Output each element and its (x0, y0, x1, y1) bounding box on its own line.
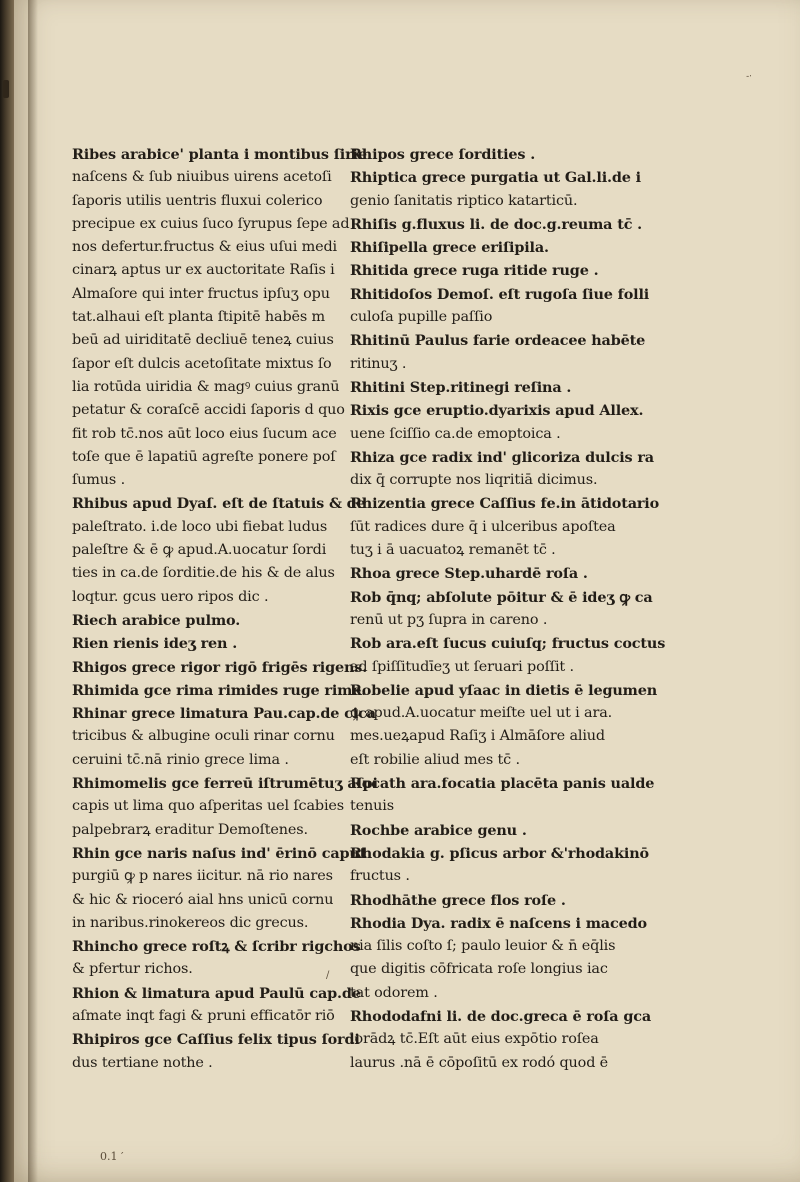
entry-text-line: nia ſilis coſto ſ; paulo leuior & n̄ eq̄lis (350, 938, 616, 955)
entry-text-line: tat.alhaui eſt planta ſtipitē habēs m (72, 309, 326, 326)
entry-text-line: genio ſanitatis riptico katarticū. (350, 192, 578, 209)
entry-text-line: culoſa pupille paſſio (350, 309, 493, 326)
entry-text-line: laurus .nā ē cōpoſitū ex rodó quod ē (350, 1054, 609, 1071)
entry-text-line: fit rob tc̄.nos aūt loco eius ſucum ace (72, 425, 337, 442)
entry-headword-line: Rhigos grece rigor rigō frigēs rigens. (72, 658, 368, 676)
entry-text-line: toſe que ē lapatiū agreſte ponere poſ (72, 448, 336, 465)
entry-text-line: loqtur. gcus uero ripos dic . (72, 588, 269, 605)
entry-headword-line: Rhododafni li. de doc.greca ē roſa gca (350, 1007, 652, 1025)
entry-text-line: que digitis cōfricata roſe longius iac (350, 961, 608, 978)
entry-text-line: uene ſciſſio ca.de emoptoica . (350, 425, 561, 442)
entry-text-line: petatur & coraſcē accidi ſaporis d quo (72, 402, 345, 419)
entry-headword-line: Rochbe arabice genu . (350, 821, 527, 839)
entry-text-line: tuʒ i ā uacuatoꝝ remanēt tc̄ . (350, 542, 556, 559)
entry-text-line: fructus . (350, 868, 410, 885)
entry-text-line: Almaſore qui inter fructus ipſuʒ opu (72, 285, 330, 302)
entry-headword-line: Rhipiros gce Caſſius felix tipus ſordi (72, 1031, 360, 1049)
entry-headword-line: Rhizentia grece Caſſius fe.in ātidotario (350, 495, 660, 513)
entry-headword-line: Rhinar grece limatura Pau.cap.de cica (72, 705, 376, 723)
entry-headword-line: Rixis gce eruptio.dyarixis apud Allex. (350, 402, 644, 420)
entry-headword-line: Rien rienis ideʒ ren . (72, 635, 238, 653)
entry-text-line: ad ſpiſſitudīeʒ ut ſeruari poſſit . (350, 658, 574, 675)
entry-headword-line: Rhiptica grece purgatia ut Gal.li.de i (350, 169, 641, 187)
entry-text-line: tat odorem . (350, 984, 438, 1001)
entry-headword-line: Rhiza gce radix ind' glicoriza dulcis ra (350, 448, 654, 466)
entry-text-line: palpebrarꝝ eraditur Demoſtenes. (72, 821, 308, 838)
entry-text-line: tricibus & albugine oculi rinar cornu (72, 728, 335, 745)
entry-text-line: & hic & rioceró aial hns unicū cornu (72, 891, 334, 908)
entry-text-line: in naribus.rinokereos dic grecus. (72, 914, 309, 931)
entry-text-line: ritinuʒ . (350, 355, 407, 372)
right-text-column (350, 143, 666, 1075)
entry-headword-line: Rhiſipella grece eriſipila. (350, 239, 549, 257)
entry-text-line: lia rotūda uiridia & magꝰ cuius granū (72, 378, 340, 395)
entry-text-line: ſumus . (72, 472, 125, 489)
entry-text-line: renū ut pʒ ſupra in careno . (350, 611, 548, 628)
entry-text-line: ſaporis utilis uentris fluxui colerico (72, 192, 323, 209)
page-curl-shadow (28, 0, 38, 1182)
entry-headword-line: Rob q̄nq; abſolute pōitur & ē ideʒ ꝙ ca (350, 588, 653, 606)
entry-text-line: lorādꝝ tc̄.Eſt aūt eius expōtio roſea (350, 1031, 599, 1048)
entry-text-line: tenuis (350, 798, 394, 815)
entry-headword-line: Rhitini Step.ritinegi reſina . (350, 378, 572, 396)
entry-headword-line: Rhimomelis gce ferreū iſtrumētuʒ aſpi (72, 775, 378, 793)
entry-text-line: dus tertiane nothe . (72, 1054, 213, 1071)
entry-text-line: dix q̄ corrupte nos liqritiā dicimus. (350, 472, 598, 489)
entry-headword-line: Rhin gce naris naſus ind' ērinō caput (72, 844, 367, 862)
entry-headword-line: Rhincho grece roſtꝝ & ſcribr rigchos (72, 938, 361, 956)
entry-headword-line: Rocath ara.focatia placēta panis ualde (350, 775, 655, 793)
manuscript-page (14, 0, 800, 1182)
book-gutter (0, 0, 14, 1182)
entry-headword-line: Rhimida gce rima rimides ruge rime. (72, 681, 367, 699)
entry-text-line: mes.ueꝝapud Raſiʒ i Almāſore aliud (350, 728, 605, 745)
entry-headword-line: Rhibus apud Dyaſ. eſt de ſtatuis & de (72, 495, 366, 513)
entry-headword-line: Rhoa grece Step.uhardē roſa . (350, 565, 588, 583)
entry-text-line: paleſtrato. i.de loco ubi fiebat ludus (72, 518, 328, 535)
entry-headword-line: Rhipos grece ſordities . (350, 146, 536, 163)
entry-headword-line: Riech arabice pulmo. (72, 611, 241, 629)
entry-headword-line: Rhodakia g. pſicus arbor &'rhodakinō (350, 844, 650, 862)
entry-text-line: aſmate inqt fagi & pruni efficatōr riō (72, 1007, 335, 1024)
entry-headword-line: Rob ara.eſt ſucus cuiuſq; fructus coctus (350, 635, 666, 653)
entry-text-line: ꝙ apud.A.uocatur meiſte uel ut i ara. (350, 705, 613, 722)
entry-headword-line: Rhiſis g.fluxus li. de doc.g.reuma tc̄ . (350, 215, 643, 233)
entry-text-line: beū ad uiriditatē decliuē teneꝝ cuius (72, 332, 334, 349)
entry-text-line: naſcens & ſub niuibus uirens acetoſi (72, 169, 332, 186)
entry-text-line: purgiū ꝙ p nares iicitur. nā rio nares (72, 868, 333, 885)
entry-headword-line: Rhodhāthe grece flos roſe . (350, 891, 566, 909)
entry-text-line: nos defertur.fructus & eius uſui medi (72, 239, 338, 256)
entry-text-line: & pfertur richos. (72, 961, 193, 978)
entry-text-line: precipue ex cuius ſuco ſyrupus ſepe ad (72, 215, 350, 232)
entry-text-line: ſapor eſt dulcis acetoſitate mixtus ſo (72, 355, 332, 372)
entry-text-line: ſūt radices dure q̄ i ulceribus apoſtea (350, 518, 616, 535)
entry-headword-line: Rhodia Dya. radix ē naſcens i macedo (350, 914, 647, 932)
entry-text-line: ties in ca.de ſorditie.de his & de alus (72, 565, 335, 582)
entry-headword-line: Rhion & limatura apud Paulū cap.de (72, 984, 361, 1002)
entry-text-line: eſt robilie aliud mes tc̄ . (350, 751, 520, 768)
bottom-left-margin-mark: 0.1 ′ (100, 1150, 124, 1163)
top-right-margin-mark: ‐‧ (746, 72, 752, 82)
entry-text-line: paleſtre & ē ꝙ apud.A.uocatur ſordi (72, 542, 327, 559)
entry-headword-line: Rhitida grece ruga ritide ruge . (350, 262, 599, 280)
entry-text-line: cinarꝝ aptus ur ex auctoritate Raſis i (72, 262, 335, 279)
entry-text-line: ceruini tc̄.nā rinio grece lima . (72, 751, 289, 768)
entry-headword-line: Rhitidoſos Demoſ. eſt rugoſa ſiue folli (350, 285, 650, 303)
entry-headword-line: Robelie apud yſaac in dietis ē legumen (350, 681, 658, 699)
spine-mark (3, 80, 9, 98)
stray-margin-mark: / (326, 970, 330, 981)
entry-text-line: capis ut lima quo aſperitas uel ſcabies (72, 798, 344, 815)
entry-headword-line: Rhitinū Paulus farie ordeacee habēte (350, 332, 646, 350)
entry-headword-line: Ribes arabice' planta i montibus ſirie (72, 146, 367, 163)
